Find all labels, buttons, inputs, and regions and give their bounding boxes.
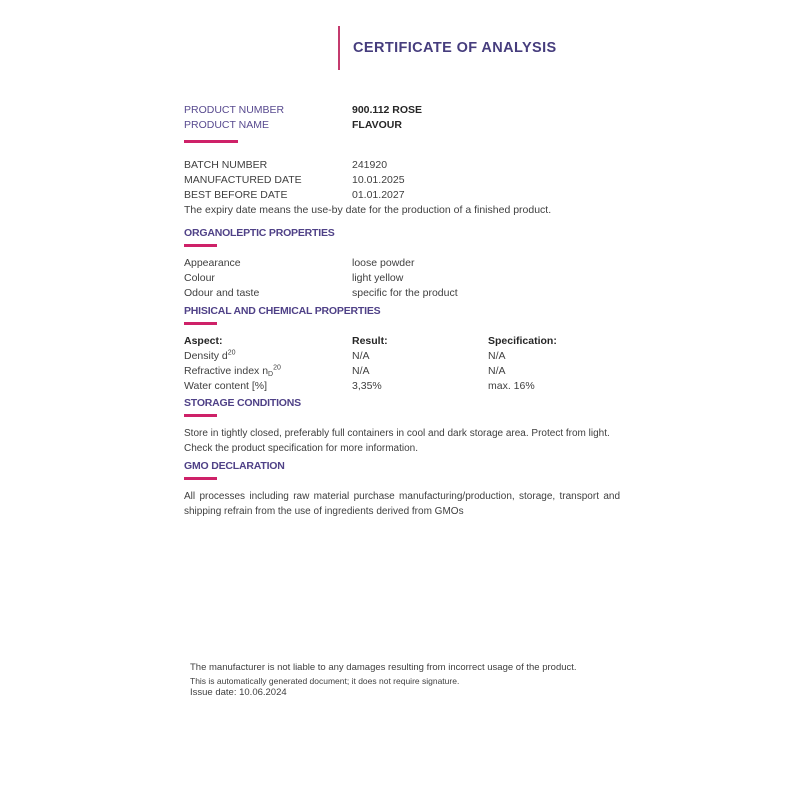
- manufactured-date-value: 10.01.2025: [352, 174, 405, 186]
- physical-chemical-heading: PHISICAL AND CHEMICAL PROPERTIES: [184, 305, 381, 317]
- liability-disclaimer: The manufacturer is not liable to any damages resulting from incorrect usage of the product.: [190, 662, 577, 673]
- refractive-index-result: N/A: [352, 365, 370, 378]
- refractive-index-label: Refractive index $n_D^{20}$: [184, 364, 281, 379]
- issue-date: Issue date: 10.06.2024: [190, 686, 287, 698]
- manufactured-date-row: [184, 173, 620, 188]
- odour-taste-label: Odour and taste: [184, 286, 260, 299]
- title-accent-line: [338, 26, 340, 70]
- physical-chemical-section: [184, 305, 620, 395]
- product-section: [184, 103, 620, 143]
- refractive-superscript: 20: [273, 364, 281, 372]
- appearance-label: Appearance: [184, 256, 241, 269]
- product-number-label: PRODUCT NUMBER: [184, 104, 285, 116]
- batch-section: [184, 158, 620, 219]
- batch-number-label: BATCH NUMBER: [184, 159, 268, 171]
- table-row: [184, 349, 620, 364]
- batch-number-value: 241920: [352, 159, 388, 171]
- colour-value: light yellow: [352, 271, 404, 284]
- specification-column-header: Specification:: [488, 334, 557, 347]
- gmo-section: [184, 460, 620, 520]
- water-content-spec: max. 16%: [488, 380, 535, 393]
- gmo-underline: [184, 477, 217, 480]
- refractive-subscript: D: [268, 371, 274, 379]
- organoleptic-underline: [184, 244, 217, 247]
- table-row: [184, 379, 620, 394]
- density-superscript: 20: [227, 349, 236, 357]
- footer: [190, 662, 630, 699]
- physical-chemical-underline: [184, 322, 217, 325]
- organoleptic-section: [184, 227, 620, 301]
- manufactured-date-label: MANUFACTURED DATE: [184, 174, 302, 186]
- odour-taste-row: [184, 286, 620, 301]
- signature-note: This is automatically generated document; it does not require signature.: [190, 675, 460, 686]
- product-name-row: [184, 118, 620, 133]
- water-content-label: Water content [%]: [184, 380, 268, 393]
- colour-row: [184, 271, 620, 286]
- product-name-value: FLAVOUR: [352, 119, 402, 131]
- title-block: [338, 26, 557, 70]
- storage-text: Store in tightly closed, preferably full containers in cool and dark storage area. Protect from light. Check the product specification for more information.: [184, 427, 610, 454]
- storage-section: [184, 397, 620, 457]
- product-divider-line: [184, 140, 238, 143]
- product-number-row: [184, 103, 620, 118]
- colour-label: Colour: [184, 271, 215, 284]
- page-title: CERTIFICATE OF ANALYSIS: [353, 40, 557, 56]
- table-row: [184, 364, 620, 379]
- density-result: N/A: [352, 349, 370, 362]
- gmo-heading: GMO DECLARATION: [184, 460, 285, 472]
- storage-heading: STORAGE CONDITIONS: [184, 397, 301, 409]
- product-name-label: PRODUCT NAME: [184, 119, 269, 131]
- table-header-row: [184, 334, 620, 349]
- density-spec: N/A: [488, 349, 506, 362]
- odour-taste-value: specific for the product: [352, 286, 458, 299]
- organoleptic-heading: ORGANOLEPTIC PROPERTIES: [184, 227, 335, 239]
- appearance-row: [184, 256, 620, 271]
- gmo-text: All processes including raw material purchase manufacturing/production, storage, transport and shipping refrain from the use of ingredients derived from GMOs: [184, 490, 620, 517]
- storage-underline: [184, 414, 217, 417]
- product-number-value: 900.112 ROSE: [352, 104, 423, 116]
- expiry-note: The expiry date means the use-by date for the production of a finished product.: [184, 204, 552, 216]
- result-column-header: Result:: [352, 334, 388, 347]
- appearance-value: loose powder: [352, 256, 415, 269]
- density-label: Density $d^{20}$: [184, 349, 236, 362]
- refractive-index-spec: N/A: [488, 365, 506, 378]
- best-before-date-label: BEST BEFORE DATE: [184, 189, 288, 201]
- best-before-date-value: 01.01.2027: [352, 189, 405, 201]
- water-content-result: 3,35%: [352, 380, 382, 393]
- best-before-date-row: [184, 188, 620, 203]
- aspect-column-header: Aspect:: [184, 334, 223, 347]
- batch-number-row: [184, 158, 620, 173]
